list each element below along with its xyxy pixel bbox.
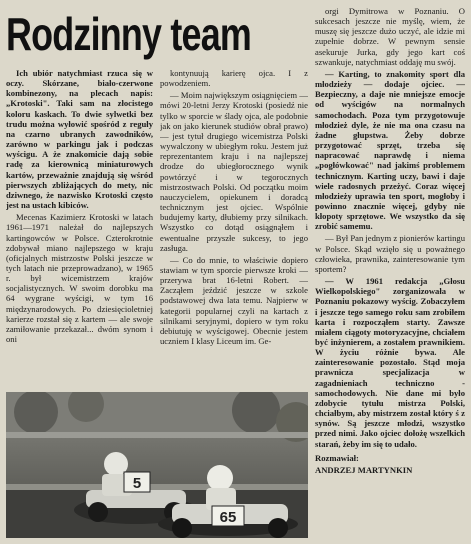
kart-right-number: 65 [219, 509, 237, 526]
paragraph: — Co do mnie, to właściwie dopiero stawiam w tym sporcie pierwsze kroki — przerywa brat 16-letni Robert. — Zacząłem jeździć jeszcze w szkole podstawowej dwa lata temu. Najpierw w kategorii popularnej czyli na kartach z silnikami seryjnymi, dopiero w tym roku debiutuję w wyścigowej. Obecnie jestem uczniem I klasy Liceum im. Ge- [160, 254, 308, 347]
author-label: Rozmawiał: [315, 452, 359, 463]
paragraph: — Był Pan jednym z pionierów kartingu w Polsce. Skąd wzięło się u poważnego człowieka, prawnika, zainteresowanie tym sportem? [315, 233, 465, 274]
headline: Rodzinny team [6, 8, 252, 60]
paragraph: Ich ubiór natychmiast rzuca się w oczy. Skórzane, biało-czerwone kombinezony, na plecach napis: „Krotoski". Taki sam na złocistego koloru kaskach. To dwie sylwetki bez trudu można wyłowić spośród z reguły na czarno ubranych zawodników, zarówno w parkingu jak i podczas wyścigu. A że znakomicie dają sobie radę za kierownicą miniaturowych kartów, przeważnie znajdują się wśród pierwszych zbliżających do mety, nic dziwnego, że nazwisko Krotoski często jest na ustach kibiców. [6, 68, 153, 211]
paragraph: orgi Dymitrowa w Poznaniu. O sukcesach jeszcze nie myślę, wiem, że muszę się jeszcze dużo uczyć, ale idzie mi zupełnie dobrze. W pewnym sensie asekuruje Jurka, gdy jego kart coś szwankuje, natychmiast oddaję mu swój. [315, 6, 465, 67]
article-column-2 [160, 68, 308, 386]
paragraph: — W 1961 redakcja „Głosu Wielkopolskiego" zorganizowała w Poznaniu pokazowy wyścig. Zobaczyłem i jeszcze tego samego roku sam zrobiłem karta i rozpocząłem starty. Zawsze miałem ciągoty motoryzacyjne, chciałem być inżynierem, a zostałem prawnikiem. W życiu różnie bywa. Ale zainteresowanie pozostało. Stąd moja prawnicza specjalizacja w zagadnieniach techniczno - samochodowych. Nie dane mi było zdobycie tytułu mistrza Polski, chciałbym, aby mistrzem został który ś z synów. Są jeszcze młodzi, wszystko przed nimi. Jako ojciec dołożę wszelkich starań, żeby im się to udało. [315, 276, 465, 449]
article-column-1 [6, 68, 153, 386]
photo-karts-on-track [6, 392, 308, 538]
kart-left-number: 5 [132, 475, 142, 492]
karting-photo [6, 392, 308, 538]
article-column-3 [315, 6, 465, 536]
paragraph: — Karting, to znakomity sport dla młodzieży — dodaje ojciec. — Bezpieczny, a daje nie mniejsze emocje od wyścigów na normalnych samochodach. Poza tym przygotowuje młodzież dyle, że nie ma ona czasu na żadne głupstwa. Żeby dobrze przygotować sprzęt, trzeba się napracować naprawdę i niema „pogłówkować" nad jakimś problemem technicznym. Karting uczy, bawi i daje wiele radosnych przeżyć. Coraz więcej młodzieży uprawia ten sport, mogłoby i powinno znacznie więcej, gdyby nie kłopoty sprzętowe. We wszystko da się zrobić samemu. [315, 68, 465, 232]
paragraph: kontynuują karierę ojca. I z powodzeniem. [160, 68, 308, 89]
paragraph: Mecenas Kazimierz Krotoski w latach 1961—1971 należał do najlepszych kartingowców w Polsce. Czterokrotnie zdobywał miano najlepszego w kraju (oficjalnych mistrzostw Polski jeszcze w tych latach nie przeprowadzano), w 1965 r. był wicemistrzem krajów socjalistycznych. W swoim dorobku ma 64 wygrane wyścigi, w tym 16 międzynarodowych. Po dziesięcioletniej karierze rozstał się z kartem — ale swoje zamiłowanie przekazał... dwóm synom i oni [6, 212, 153, 345]
paragraph: — Moim największym osiągnięciem — mówi 20-letni Jerzy Krotoski (posiedź nie tylko w sporcie w ślady ojca, ale podobnie jak on jako kierunek studiów obrał prawo) — jest tytuł drugiego wicemistrza Polski wywalczony w ubiegłym roku. Jestem już reprezentantem kraju i na najlepszej drodze do ubiegłorocznego wynik powtórzyć i w tegorocznych mistrzostwach Polski. Od początku moim nauczycielem, opiekunem i doradcą technicznym jest ojciec. Wspólnie budujemy karty, dłubiemy przy silnikach. Wszystko co dotąd osiągnąłem i ewentualne przyszłe sukcesy, to jego zasługa. [160, 90, 308, 253]
author-name: ANDRZEJ MARTYNKIN [315, 464, 413, 475]
